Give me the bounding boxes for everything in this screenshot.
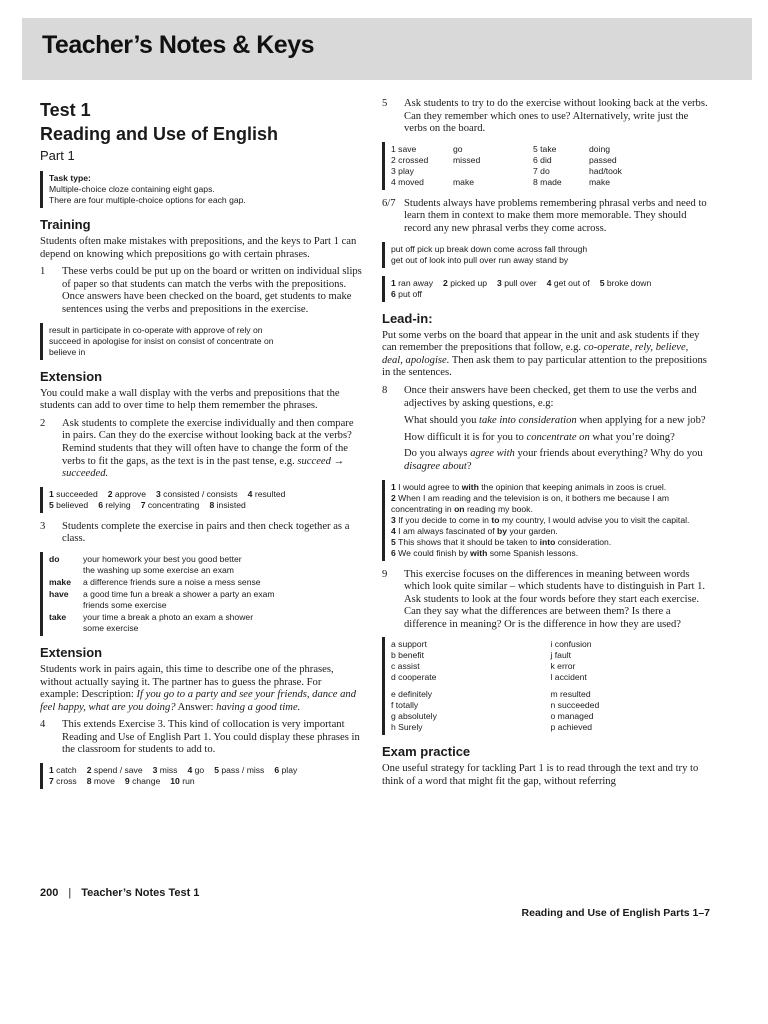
lead-in-italic: co-operate, rely, believe, deal, apologise.	[382, 342, 689, 366]
answer-number: 1	[391, 481, 399, 492]
answer-number: 2	[107, 488, 115, 499]
answer-line	[391, 482, 710, 493]
answer-word: succeeded	[56, 488, 98, 499]
answer-number: 2	[443, 277, 451, 288]
answer-cell: missed	[453, 154, 481, 165]
answer-cell: go	[453, 143, 463, 154]
answer-number: 2	[391, 492, 399, 503]
answer-key-box-5	[382, 142, 710, 190]
lead-in-text: Then ask them to pay particular attention to the prepositions in the sentences.	[382, 354, 707, 379]
answer-line	[391, 493, 710, 515]
answer-number: 8	[209, 499, 217, 510]
answer-text: consideration.	[555, 536, 612, 547]
task-type-box	[40, 171, 362, 208]
answer-column-right	[551, 639, 711, 733]
answer-item	[125, 776, 165, 786]
prepositions-line: result in participate in co-operate with approve of rely on	[49, 324, 263, 335]
collocation-phrases	[83, 554, 362, 576]
right-column	[382, 98, 710, 794]
training-heading: Training	[40, 217, 91, 232]
answer-word: i confusion	[550, 639, 592, 650]
answer-cell: make	[589, 176, 611, 187]
answer-line	[391, 548, 710, 559]
item-text-plain: Ask students to complete the exercise individually and then compare in pairs. Can they do the exercise without looking back at the verbs? Remind students that they will often have to change the form of the verbs to fit the gaps, as the text is in the past tense, e.g.	[62, 417, 354, 467]
answer-number: 5	[214, 765, 222, 776]
answer-number: 3	[152, 765, 160, 776]
item-text: Students complete the exercise in pairs and then check together as a class.	[62, 520, 350, 545]
collocations-box	[40, 552, 362, 636]
answer-cell: 8 made	[533, 176, 562, 187]
answer-line	[391, 515, 710, 526]
answer-word: k error	[550, 661, 576, 672]
lead-in-heading: Lead-in:	[382, 310, 433, 326]
answer-item	[443, 278, 492, 288]
answer-item	[547, 278, 595, 288]
answer-correction: with	[470, 547, 488, 558]
answer-cell: 7 do	[533, 165, 550, 176]
answer-item	[141, 500, 205, 510]
answer-number: 6	[391, 547, 399, 558]
extension-text: Answer:	[175, 701, 217, 713]
exercise-item-3	[40, 521, 362, 546]
answer-text: reading my book.	[464, 503, 533, 514]
answer-item	[497, 278, 542, 288]
exam-practice-heading: Exam practice	[382, 744, 471, 760]
question-italic: concentrate on	[526, 431, 590, 443]
prepositions-box	[40, 323, 362, 360]
answer-word: picked up	[450, 277, 488, 288]
question-text: what you’re doing?	[589, 431, 675, 443]
answer-key-box-4	[40, 763, 362, 789]
answer-word: l accident	[550, 672, 587, 683]
answer-word: consisted / consists	[163, 488, 238, 499]
item-text: Students always have problems remembering phrasal verbs and need to learn them in context to make them more memorable. They should record any new phrasal verbs they come across.	[404, 197, 707, 234]
collocation-verb: take	[49, 611, 67, 622]
question-text: What should you	[404, 415, 480, 427]
collocation-verb: have	[49, 588, 69, 599]
answer-number: 7	[140, 499, 148, 510]
answer-item	[391, 289, 427, 299]
answer-row	[49, 776, 362, 787]
extension-italic: If you go to a party and see your friends, dance and feel happy, what are you doing?	[40, 689, 356, 713]
answer-row	[391, 289, 710, 300]
answer-word: a support	[391, 639, 427, 650]
answer-item	[49, 776, 82, 786]
answer-correction: with	[461, 481, 479, 492]
phrasal-verbs-line: get out of look into pull over run away stand by	[391, 254, 569, 265]
answer-item	[87, 776, 120, 786]
collocation-phrases	[83, 612, 362, 634]
answer-word: p achieved	[550, 722, 593, 733]
item-number: 2	[40, 417, 46, 429]
exercise-item-2	[40, 418, 362, 481]
question-text: Do you always	[404, 448, 471, 460]
answer-item	[600, 278, 657, 288]
extension-heading: Extension	[40, 368, 103, 384]
answer-text: When I am reading and the television is on, it bothers me because I am concentrating in	[391, 492, 670, 514]
answer-number: 10	[170, 776, 183, 787]
question-text: when applying for a new job?	[576, 415, 706, 427]
item-text: This extends Exercise 3. This kind of collocation is very important Reading and Use of English Part 1. You could display these phrases in the classroom for students to add to.	[62, 719, 360, 756]
answer-item	[187, 765, 209, 775]
answer-number: 4	[247, 488, 255, 499]
answer-number: 3	[155, 488, 164, 499]
answer-number: 1	[49, 488, 57, 499]
answer-word: approve	[114, 488, 146, 499]
answer-text: some Spanish lessons.	[487, 547, 579, 558]
answer-columns	[391, 639, 710, 733]
answer-word: go	[194, 765, 205, 776]
answer-number: 5	[391, 536, 399, 547]
collocation-line: a good time fun a break a shower a party an exam	[83, 588, 275, 599]
answer-cell: 3 play	[391, 165, 414, 176]
answer-word: pull over	[504, 277, 537, 288]
answer-number: 8	[86, 776, 94, 787]
answer-cell: 1 save	[391, 143, 417, 154]
phrasal-verbs-line: put off pick up break down come across fall through	[391, 243, 588, 254]
answer-word: put off	[398, 288, 422, 299]
answer-item	[170, 776, 199, 786]
page-number: 200	[40, 887, 59, 899]
answer-word: believed	[56, 499, 89, 510]
collocation-line: your time a break a photo an exam a shower	[83, 611, 254, 622]
answer-word: h Surely	[391, 722, 423, 733]
answer-key-box-9	[382, 637, 710, 735]
answer-text: I would agree to	[398, 481, 462, 492]
answer-row	[49, 765, 362, 776]
answer-text: We could finish by	[398, 547, 471, 558]
answer-word: o managed	[550, 711, 594, 722]
example-question	[382, 448, 710, 473]
prepositions-line: believe in	[49, 346, 86, 357]
answer-word: j fault	[550, 650, 572, 661]
answer-word: concentrating	[147, 499, 200, 510]
question-text: How difficult it is for you to	[404, 431, 527, 443]
answer-text: I am always fascinated of	[398, 525, 498, 536]
question-italic: agree with	[470, 448, 515, 460]
question-italic: disagree about	[404, 460, 467, 472]
answer-word: spend / save	[93, 765, 143, 776]
footer-left-label: Teacher’s Notes Test 1	[81, 887, 200, 899]
answer-item	[214, 765, 269, 775]
item-text-italic: succeed → succeeded.	[62, 455, 345, 480]
answer-item	[209, 500, 250, 510]
answer-number: 6	[391, 288, 399, 299]
extension-paragraph	[40, 664, 362, 714]
answer-number: 6	[98, 499, 106, 510]
answer-line	[391, 526, 710, 537]
footer-left	[40, 887, 199, 899]
training-paragraph: Students often make mistakes with prepositions, and the keys to Part 1 can depend on knowing which prepositions go with certain phrases.	[40, 236, 357, 260]
exercise-item-6-7	[382, 198, 710, 236]
answer-text: the opinion that keeping animals in zoos is cruel.	[478, 481, 667, 492]
answer-row	[391, 278, 710, 289]
answer-number: 3	[391, 514, 399, 525]
answer-word: get out of	[553, 277, 590, 288]
answer-word: b benefit	[391, 650, 424, 661]
lead-in-paragraph	[382, 330, 710, 380]
left-column	[40, 98, 362, 797]
example-question	[382, 415, 710, 428]
answer-word: n succeeded	[550, 700, 600, 711]
answer-number: 1	[391, 277, 399, 288]
lead-in-text: Put some verbs on the board that appear in the unit and ask students if they can remember the prepositions that follow, e.g.	[382, 329, 700, 354]
answer-item	[108, 489, 151, 499]
answer-word: d cooperate	[391, 672, 437, 683]
answer-cell: 4 moved	[391, 176, 424, 187]
answer-number: 5	[49, 499, 57, 510]
answer-row	[49, 489, 362, 500]
answer-cell: had/took	[589, 165, 622, 176]
prepositions-line: succeed in apologise for insist on consist of concentrate on	[49, 335, 274, 346]
item-text: This exercise focuses on the differences in meaning between words which look quite similar – which students have to distinguish in Part 1. Ask students to look at the four words before they start each exercise. Can they say what the differences are between them? Is there a difference in meaning? Or is the difference in how they are used?	[404, 568, 706, 630]
answer-item	[49, 765, 82, 775]
item-number: 3	[40, 520, 46, 532]
task-type-label: Task type:	[49, 173, 91, 183]
exercise-item-4	[40, 719, 362, 757]
answer-number: 6	[274, 765, 282, 776]
extension-text: Students work in pairs again, this time to describe one of the phrases, without actually saying it. The partner has to guess the phrase. For example: Description:	[40, 663, 334, 701]
item-number: 1	[40, 266, 46, 278]
answer-number: 9	[124, 776, 133, 787]
collocation-line: the washing up some exercise an exam	[83, 564, 234, 575]
answer-key-box-8	[382, 480, 710, 561]
answer-key-box-7	[382, 276, 710, 302]
extension-paragraph: You could make a wall display with the verbs and prepositions that the students can add to over time to help them remember the phrases.	[40, 387, 340, 412]
item-number: 8	[382, 384, 388, 396]
answer-cell	[453, 166, 533, 177]
answer-item	[156, 489, 243, 499]
part-title: Part 1	[40, 148, 75, 163]
footer-right-label: Reading and Use of English Parts 1–7	[521, 907, 710, 919]
question-text: your friends about everything? Why do you	[514, 448, 703, 460]
answer-grid	[391, 144, 710, 188]
exam-practice-paragraph: One useful strategy for tackling Part 1 is to read through the text and try to think of a word that might fit the gap, without referring	[382, 763, 699, 788]
answer-cell: 5 take	[533, 143, 557, 154]
collocation-line: friends some exercise	[83, 599, 167, 610]
answer-item	[49, 500, 93, 510]
answer-word: broke down	[606, 277, 652, 288]
answer-text: my country, I would advise you to visit the capital.	[499, 514, 690, 525]
answer-item	[274, 765, 302, 775]
item-number: 5	[382, 98, 388, 109]
answer-item	[49, 489, 103, 499]
answer-text: This shows that it should be taken to	[398, 536, 540, 547]
collocation-phrases	[83, 589, 362, 611]
collocation-verb: make	[49, 576, 71, 587]
answer-key-box-2	[40, 487, 362, 513]
answer-word: play	[281, 765, 298, 776]
task-type-line: There are four multiple-choice options for each gap.	[49, 195, 246, 205]
answer-text: your garden.	[507, 525, 558, 536]
exercise-item-1	[40, 266, 362, 316]
collocation-line: some exercise	[83, 622, 139, 633]
exercise-item-9	[382, 569, 710, 632]
exercise-item-5	[382, 98, 710, 136]
answer-row	[49, 500, 362, 511]
answer-cell: 6 did	[533, 154, 552, 165]
collocations-table	[49, 554, 362, 634]
answer-word: catch	[56, 765, 77, 776]
answer-number: 2	[86, 765, 94, 776]
collocation-verb: do	[49, 553, 60, 564]
answer-item	[98, 500, 136, 510]
footer-separator: |	[68, 887, 72, 899]
answer-correction: into	[539, 536, 556, 547]
section-title: Reading and Use of English	[40, 124, 279, 144]
item-text: These verbs could be put up on the board or written on individual slips of paper so that students can match the verbs with the prepositions. Once answers have been checked on the board, get students to make sentences using the verbs and prepositions in the exercise.	[62, 266, 362, 315]
answer-cell: doing	[589, 143, 611, 154]
answer-number: 3	[497, 277, 505, 288]
answer-number: 5	[599, 277, 607, 288]
answer-word: change	[132, 776, 161, 787]
answer-word: relying	[105, 499, 131, 510]
answer-word: resulted	[254, 488, 286, 499]
answer-word: e definitely	[391, 689, 433, 700]
answer-word: m resulted	[550, 689, 591, 700]
answer-item	[87, 765, 148, 775]
extension-heading: Extension	[40, 644, 103, 660]
extension-italic: having a good time.	[216, 701, 301, 713]
item-text	[62, 418, 362, 481]
answer-cell: make	[453, 176, 475, 187]
answer-number: 4	[391, 525, 399, 536]
answer-cell: 2 crossed	[391, 154, 429, 165]
answer-column-left	[391, 639, 551, 733]
phrasal-verbs-box	[382, 242, 710, 268]
item-text: Once their answers have been checked, get them to use the verbs and adjectives by asking questions, e.g:	[404, 384, 697, 409]
collocation-phrases	[83, 577, 362, 588]
collocation-line: your homework your best you good better	[83, 553, 242, 564]
task-type-line: Multiple-choice cloze containing eight gaps.	[49, 184, 215, 194]
answer-word: g absolutely	[391, 711, 437, 722]
answer-correction: to	[491, 514, 500, 525]
example-question	[382, 432, 710, 445]
collocation-line: a difference friends sure a noise a mess sense	[83, 576, 261, 587]
answer-word: f totally	[391, 700, 419, 711]
answer-item	[153, 765, 183, 775]
item-number: 6/7	[382, 197, 396, 209]
question-text: ?	[466, 460, 472, 472]
test-title: Test 1	[40, 100, 91, 120]
exercise-item-8	[382, 385, 710, 410]
page-header-title: Teacher’s Notes & Keys	[42, 31, 314, 59]
answer-word: miss	[159, 765, 178, 776]
answer-text: If you decide to come in	[398, 514, 492, 525]
item-number: 4	[40, 719, 46, 731]
item-number: 9	[382, 568, 388, 580]
question-italic: take into consideration	[479, 415, 577, 427]
answer-number: 7	[49, 776, 57, 787]
answer-line	[391, 537, 710, 548]
answer-word: c assist	[391, 661, 420, 672]
answer-word: insisted	[216, 499, 246, 510]
answer-word: run	[182, 776, 195, 787]
item-text: Ask students to try to do the exercise without looking back at the verbs. Can they remember which ones to use? Alternatively, write just the verbs on the board.	[404, 98, 708, 135]
answer-word: pass / miss	[221, 765, 265, 776]
answer-cell: passed	[589, 154, 617, 165]
answer-word: cross	[56, 776, 77, 787]
answer-word: ran away	[398, 277, 434, 288]
answer-item	[248, 489, 291, 499]
answer-number: 4	[187, 765, 195, 776]
answer-item	[391, 278, 438, 288]
answer-word: move	[93, 776, 115, 787]
answer-correction: on	[454, 503, 465, 514]
answer-number: 4	[546, 277, 554, 288]
answer-correction: by	[497, 525, 508, 536]
answer-number: 1	[49, 765, 57, 776]
